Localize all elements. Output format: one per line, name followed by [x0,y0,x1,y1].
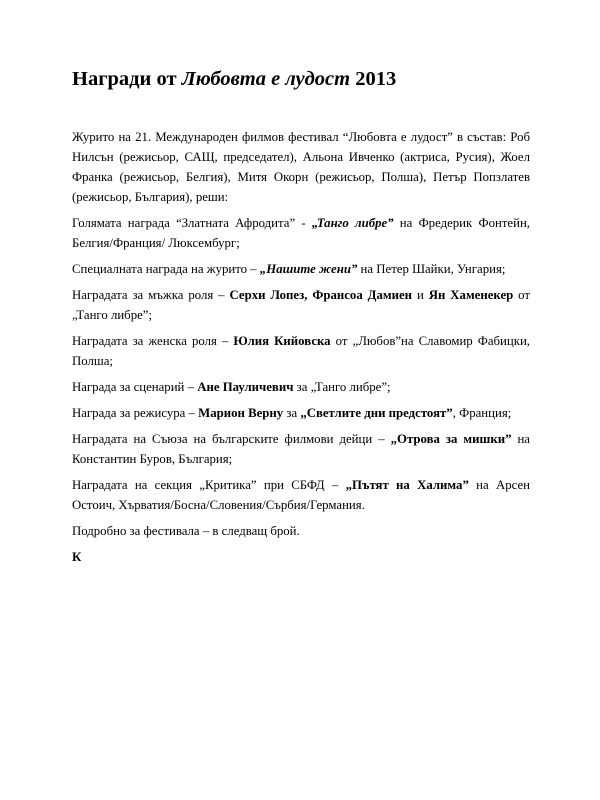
text-run: Голямата награда “Златната Афродита” - [72,216,312,230]
film-title: „Нашите жени” [259,262,358,276]
text-run: от „Танго либре”; [72,288,531,322]
text-run: за „Танго либре”; [293,380,391,394]
text-run: на Константин Буров, България; [72,432,530,466]
text-run: и [412,288,429,302]
bold-text: Серхи Лопез, Франсоа Дамиен [229,288,413,302]
text-run: на Фредерик Фонтейн, Белгия/Франция/ Люксембург; [72,216,531,250]
paragraph [72,403,530,423]
text-run: Награда за сценарий – [72,380,198,394]
text-run: Подробно за фестивала – в следващ брой. [72,524,300,538]
paragraph [72,429,530,469]
paragraph [72,285,530,325]
article-body [72,127,530,541]
paragraph [72,521,530,541]
paragraph [72,259,530,279]
title-italic: Любовта е лудост [181,68,351,90]
paragraph [72,475,530,515]
text-run: от „Любов”на Славомир Фабицки, Полша; [72,334,530,368]
film-title: „Танго либре” [311,216,394,230]
bold-text: Марион Верну [198,406,284,420]
text-run: на Петер Шайки, Унгария; [357,262,506,276]
title-suffix: 2013 [350,68,397,90]
paragraph [72,331,530,371]
text-run: на Арсен Остоич, Хърватия/Босна/Словения/Сърбия/Германия. [72,478,530,512]
text-run: Наградата на секция „Критика” при СБФД – [72,478,346,492]
bold-text: „Светлите дни предстоят” [300,406,453,420]
text-run: Наградата на Съюза на българските филмови дейци – [72,432,391,446]
text-run: Журито на 21. Международен филмов фестивал “Любовта е лудост” в състав: Роб Нилсън (режисьор, САЩ, председател), Альона Ивченко (актриса, Русия), Жоел Франка (режисьор, Белгия), Митя Окорн (режисьор, Полша), Петър Попзлатев (режисьор, България), реши: [72,130,530,204]
text-run: Наградата за женска роля – [72,334,234,348]
bold-text: Юлия Кийовска [233,334,331,348]
author-signature: К [72,550,82,564]
bold-text: „Отрова за мишки” [390,432,512,446]
text-run: за [283,406,301,420]
bold-text: „Пътят на Халима” [345,478,469,492]
bold-text: Ане Пауличевич [197,380,294,394]
bold-text: Ян Хаменекер [428,288,514,302]
paragraph [72,377,530,397]
text-run: Награда за режисура – [72,406,199,420]
paragraph [72,127,530,207]
title-prefix: Награди от [72,68,182,90]
text-run: , Франция; [452,406,512,420]
text-run: Специалната награда на журито – [72,262,260,276]
text-run: Наградата за мъжка роля – [72,288,230,302]
paragraph [72,213,530,253]
document-page [72,66,530,567]
page-title [72,66,530,92]
